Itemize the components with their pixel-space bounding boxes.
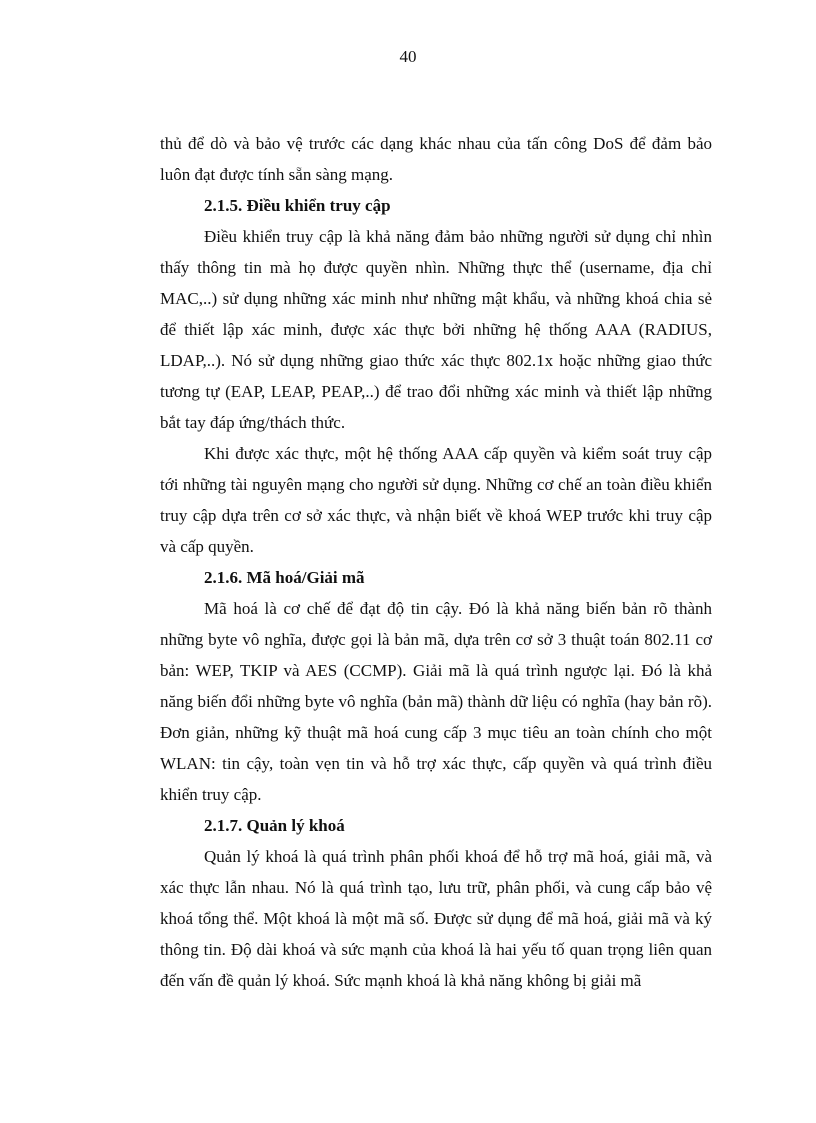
paragraph-access-control-definition: Điều khiển truy cập là khả năng đảm bảo những người sử dụng chỉ nhìn thấy thông tin mà họ được quyền nhìn. Những thực thể (username, địa chỉ MAC,..) sử dụng những xác minh như những mật khẩu, và những khoá chia sẻ để thiết lập xác minh, được xác thực bởi những hệ thống AAA (RADIUS, LDAP,..). Nó sử dụng những giao thức xác thực 802.1x hoặc những giao thức tương tự (EAP, LEAP, PEAP,..) để trao đổi những xác minh và thiết lập những bắt tay đáp ứng/thách thức. <box>160 227 712 432</box>
section-heading-access-control: 2.1.5. Điều khiển truy cập <box>204 196 391 215</box>
section-heading-encryption: 2.1.6. Mã hoá/Giải mã <box>204 568 365 587</box>
section-heading-key-management: 2.1.7. Quản lý khoá <box>204 816 345 835</box>
paragraph-continued: thủ để dò và bảo vệ trước các dạng khác nhau của tấn công DoS để đảm bảo luôn đạt được tính sẵn sàng mạng. <box>160 134 712 184</box>
paragraph-access-control-aaa: Khi được xác thực, một hệ thống AAA cấp quyền và kiểm soát truy cập tới những tài nguyên mạng cho người sử dụng. Những cơ chế an toàn điều khiển truy cập dựa trên cơ sở xác thực, và nhận biết về khoá WEP trước khi truy cập và cấp quyền. <box>160 444 712 556</box>
paragraph-key-management: Quản lý khoá là quá trình phân phối khoá để hỗ trợ mã hoá, giải mã, và xác thực lẫn nhau. Nó là quá trình tạo, lưu trữ, phân phối, và cung cấp bảo vệ khoá tổng thể. Một khoá là một mã số. Được sử dụng để mã hoá, giải mã và ký thông tin. Độ dài khoá và sức mạnh của khoá là hai yếu tố quan trọng liên quan đến vấn đề quản lý khoá. Sức mạnh khoá là khả năng không bị giải mã <box>160 847 712 990</box>
paragraph-encryption: Mã hoá là cơ chế để đạt độ tin cậy. Đó là khả năng biến bản rõ thành những byte vô nghĩa, được gọi là bản mã, dựa trên cơ sở 3 thuật toán 802.11 cơ bản: WEP, TKIP và AES (CCMP). Giải mã là quá trình ngược lại. Đó là khả năng biến đổi những byte vô nghĩa (bản mã) thành dữ liệu có nghĩa (hay bản rõ). Đơn giản, những kỹ thuật mã hoá cung cấp 3 mục tiêu an toàn chính cho một WLAN: tin cậy, toàn vẹn tin và hỗ trợ xác thực, cấp quyền và quá trình điều khiển truy cập. <box>160 599 712 804</box>
page-body <box>160 128 712 996</box>
page-number: 40 <box>399 47 417 66</box>
